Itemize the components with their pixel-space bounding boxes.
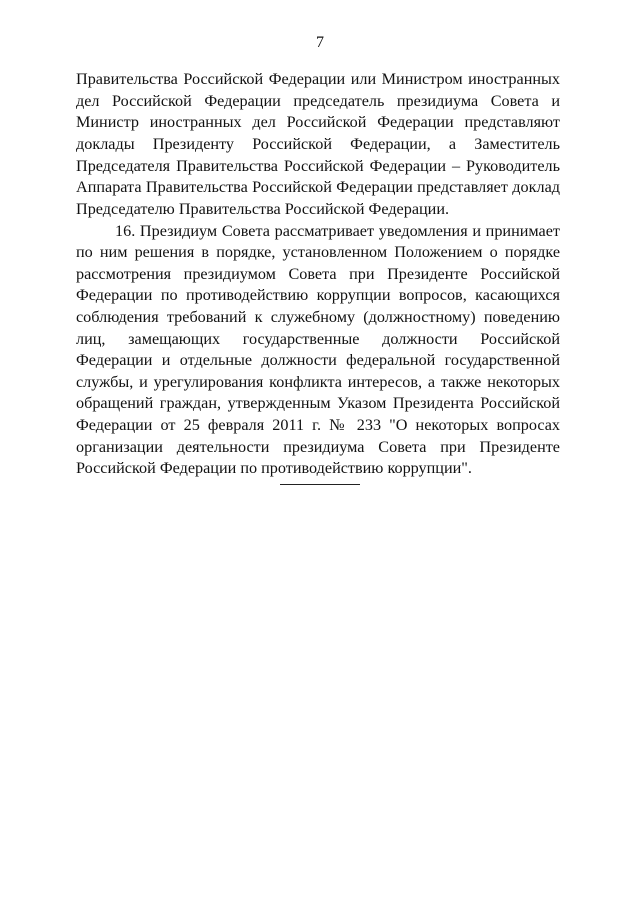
paragraph-2-line: рассмотрения президиумом Совета при Президенте Российской [76,265,560,283]
end-of-document-rule [280,484,360,485]
paragraph-2-line: Федерации от 25 февраля 2011 г. № 233 "О некоторых вопросах [76,416,560,434]
paragraph-2-line: соблюдения требований к служебному (должностному) поведению [76,308,560,326]
paragraph-2-line: лиц, замещающих государственные должности Российской [76,330,560,348]
paragraph-2-line: 16. Президиум Совета рассматривает уведомления и принимает [115,222,560,240]
paragraph-1-line: Правительства Российской Федерации или Министром иностранных [76,70,560,88]
paragraph-2-line: организации деятельности президиума Совета при Президенте [76,438,560,456]
paragraph-2-line: службы, и урегулирования конфликта интересов, а также некоторых [76,373,560,391]
paragraph-2-line: Российской Федерации по противодействию коррупции". [76,459,472,477]
page-number: 7 [316,34,324,51]
paragraph-2-line: по ним решения в порядке, установленном Положением о порядке [76,243,560,261]
paragraph-1-line: Председателю Правительства Российской Федерации. [76,200,450,218]
paragraph-1-line: Аппарата Правительства Российской Федерации представляет доклад [76,178,560,196]
paragraph-1-line: дел Российской Федерации председатель президиума Совета и [76,92,560,110]
paragraph-1-line: Министр иностранных дел Российской Федерации представляют [76,113,560,131]
paragraph-2-line: обращений граждан, утвержденным Указом Президента Российской [76,394,560,412]
paragraph-1-line: Председателя Правительства Российской Федерации – Руководитель [76,157,560,175]
paragraph-2-line: Федерации и отдельные должности федеральной государственной [76,351,560,369]
paragraph-2-line: Федерации по противодействию коррупции вопросов, касающихся [76,286,560,304]
paragraph-1-line: доклады Президенту Российской Федерации, а Заместитель [76,135,560,153]
